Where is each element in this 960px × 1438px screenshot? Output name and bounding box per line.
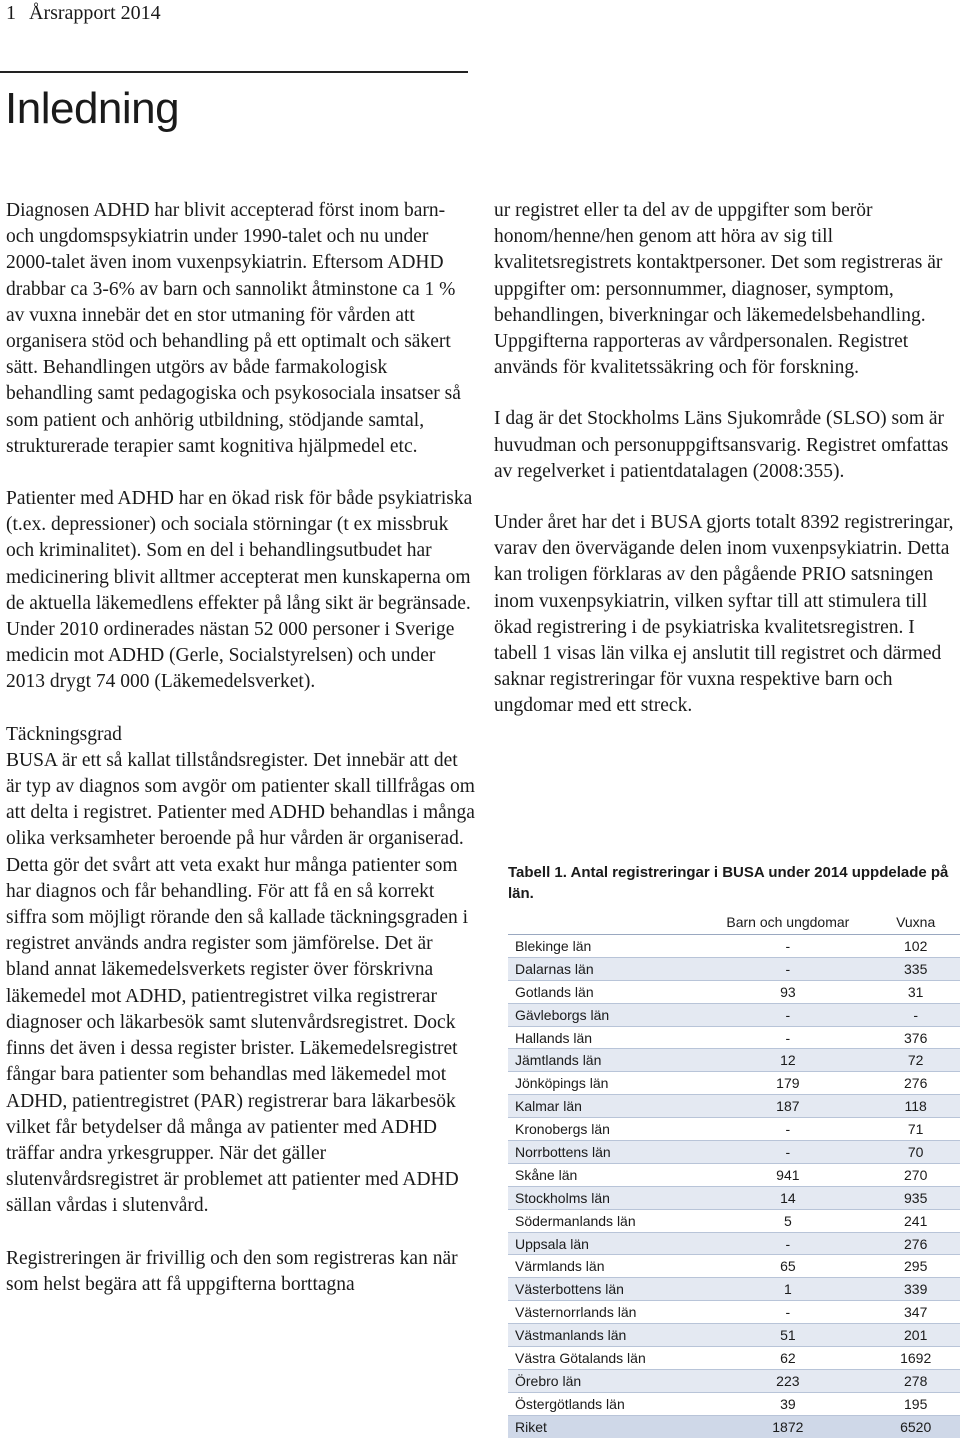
county-cell: Västra Götalands län xyxy=(508,1347,704,1370)
column-header-county xyxy=(508,910,704,935)
left-column xyxy=(6,198,476,1298)
county-cell: Jönköpings län xyxy=(508,1072,704,1095)
children-count-cell: 65 xyxy=(704,1255,871,1278)
adults-count-cell: 70 xyxy=(871,1141,960,1164)
paragraph-owner: I dag är det Stockholms Läns Sjukområde (SLSO) som är huvudman och personuppgiftsansvarig. Registret omfattas av regelverket i patientdatalagen (2008:355). xyxy=(494,408,949,482)
adults-count-cell: - xyxy=(871,1003,960,1026)
registrations-table-block xyxy=(508,862,960,1438)
adults-count-cell: 201 xyxy=(871,1324,960,1347)
table-row xyxy=(508,1049,960,1072)
county-cell: Stockholms län xyxy=(508,1186,704,1209)
children-count-cell: 14 xyxy=(704,1186,871,1209)
adults-count-cell: 195 xyxy=(871,1392,960,1415)
children-count-cell: 941 xyxy=(704,1163,871,1186)
children-count-cell: - xyxy=(704,1232,871,1255)
adults-count-cell: 935 xyxy=(871,1186,960,1209)
county-cell: Kalmar län xyxy=(508,1095,704,1118)
county-cell: Blekinge län xyxy=(508,935,704,958)
table-header-row xyxy=(508,910,960,935)
adults-count-cell: 1692 xyxy=(871,1347,960,1370)
county-cell: Värmlands län xyxy=(508,1255,704,1278)
adults-count-cell: 102 xyxy=(871,935,960,958)
page-header xyxy=(6,2,161,25)
table-row xyxy=(508,1301,960,1324)
children-count-cell: 187 xyxy=(704,1095,871,1118)
county-cell: Skåne län xyxy=(508,1163,704,1186)
table-row xyxy=(508,1026,960,1049)
table-row xyxy=(508,1369,960,1392)
county-cell: Västmanlands län xyxy=(508,1324,704,1347)
table-row xyxy=(508,1278,960,1301)
children-count-cell: 223 xyxy=(704,1369,871,1392)
table-row xyxy=(508,1095,960,1118)
county-cell: Gävleborgs län xyxy=(508,1003,704,1026)
children-count-cell: 93 xyxy=(704,980,871,1003)
children-count-cell: - xyxy=(704,1141,871,1164)
children-count-cell: - xyxy=(704,957,871,980)
table-row xyxy=(508,1232,960,1255)
children-count-cell: - xyxy=(704,1026,871,1049)
total-adults-cell: 6520 xyxy=(871,1415,960,1437)
table-row xyxy=(508,1209,960,1232)
adults-count-cell: 347 xyxy=(871,1301,960,1324)
table-row xyxy=(508,1255,960,1278)
table-total-row xyxy=(508,1415,960,1437)
table-row xyxy=(508,1347,960,1370)
column-header-children: Barn och ungdomar xyxy=(704,910,871,935)
adults-count-cell: 241 xyxy=(871,1209,960,1232)
county-cell: Örebro län xyxy=(508,1369,704,1392)
county-cell: Hallands län xyxy=(508,1026,704,1049)
table-body xyxy=(508,935,960,1438)
table-caption: Tabell 1. Antal registreringar i BUSA under 2014 uppdelade på län. xyxy=(508,864,949,902)
children-count-cell: - xyxy=(704,1118,871,1141)
county-cell: Gotlands län xyxy=(508,980,704,1003)
total-label-cell: Riket xyxy=(508,1415,704,1437)
registrations-table xyxy=(508,910,960,1438)
children-count-cell: - xyxy=(704,1301,871,1324)
column-header-adults: Vuxna xyxy=(871,910,960,935)
adults-count-cell: 376 xyxy=(871,1026,960,1049)
county-cell: Västernorrlands län xyxy=(508,1301,704,1324)
children-count-cell: 1 xyxy=(704,1278,871,1301)
county-cell: Dalarnas län xyxy=(508,957,704,980)
adults-count-cell: 72 xyxy=(871,1049,960,1072)
page-title: Inledning xyxy=(5,84,180,133)
table-row xyxy=(508,1072,960,1095)
paragraph-register-content: ur registret eller ta del av de uppgifter som berör honom/henne/hen genom att höra av sig till kvalitetsregistrets kontaktpersoner. Det som registreras är uppgifter om: personnummer, diagnoser, symptom, behandlingen, biverkningar och läkemedelsbehandling. Uppgifterna rapporteras av vårdpersonalen. Registret används för kvalitetssäkring och för forskning. xyxy=(494,200,943,379)
table-row xyxy=(508,1118,960,1141)
adults-count-cell: 276 xyxy=(871,1072,960,1095)
county-cell: Norrbottens län xyxy=(508,1141,704,1164)
adults-count-cell: 270 xyxy=(871,1163,960,1186)
adults-count-cell: 31 xyxy=(871,980,960,1003)
adults-count-cell: 295 xyxy=(871,1255,960,1278)
table-row xyxy=(508,935,960,958)
adults-count-cell: 71 xyxy=(871,1118,960,1141)
children-count-cell: 12 xyxy=(704,1049,871,1072)
adults-count-cell: 118 xyxy=(871,1095,960,1118)
table-row xyxy=(508,1186,960,1209)
children-count-cell: 5 xyxy=(704,1209,871,1232)
paragraph-voluntary: Registreringen är frivillig och den som registreras kan när som helst begära att få uppgifterna borttagna xyxy=(6,1247,458,1295)
county-cell: Östergötlands län xyxy=(508,1392,704,1415)
total-children-cell: 1872 xyxy=(704,1415,871,1437)
table-row xyxy=(508,957,960,980)
paragraph-intro: Diagnosen ADHD har blivit accepterad först inom barn- och ungdomspsykiatrin under 1990-talet och nu under 2000-talet även inom vuxenpsykiatrin. Eftersom ADHD drabbar ca 3-6% av barn och sannolikt åtminstone ca 1 % av vuxna innebär det en stor utmaning för vården att organisera stöd och behandling på ett optimalt och säkert sätt. Behandlingen utgörs av både farmakologisk behandling samt pedagogiska och psykosociala insatser så som patient och anhörig utbildning, stödjande samtal, strukturerade terapier samt kognitiva hjälpmedel etc. xyxy=(6,200,461,457)
table-row xyxy=(508,1392,960,1415)
section-heading-tackningsgrad: Täckningsgrad xyxy=(6,723,122,745)
paragraph-risk: Patienter med ADHD har en ökad risk för både psykiatriska (t.ex. depressioner) och sociala störningar (t ex missbruk och kriminalitet). Som en del i behandlingsutbudet har medicinering blivit alltmer accepterat men kunskaperna om de aktuella läkemedlens effekter på lång sikt är begränsade. Under 2010 ordinerades nästan 52 000 personer i Sverige medicin mot ADHD (Gerle, Socialstyrelsen) och under 2013 drygt 74 000 (Läkemedelsverket). xyxy=(6,488,473,693)
page-number: 1 xyxy=(6,2,16,24)
adults-count-cell: 339 xyxy=(871,1278,960,1301)
adults-count-cell: 278 xyxy=(871,1369,960,1392)
paragraph-registrations: Under året har det i BUSA gjorts totalt 8392 registreringar, varav den övervägande delen inom vuxenpsykiatrin. Detta kan troligen förklaras av den pågående PRIO satsningen inom vuxenpsykiatrin, vilken syftar till att stimulera till ökad registrering i de psykiatriska kvalitetsregistren. I tabell 1 visas län vilka ej anslutit till registret och därmed saknar registreringar för vuxna respektive barn och ungdomar med ett streck. xyxy=(494,512,954,717)
children-count-cell: 179 xyxy=(704,1072,871,1095)
table-row xyxy=(508,1163,960,1186)
adults-count-cell: 335 xyxy=(871,957,960,980)
children-count-cell: 51 xyxy=(704,1324,871,1347)
header-divider xyxy=(0,71,468,73)
table-row xyxy=(508,980,960,1003)
report-title: Årsrapport 2014 xyxy=(29,2,161,24)
children-count-cell: - xyxy=(704,1003,871,1026)
adults-count-cell: 276 xyxy=(871,1232,960,1255)
county-cell: Västerbottens län xyxy=(508,1278,704,1301)
children-count-cell: 39 xyxy=(704,1392,871,1415)
county-cell: Södermanlands län xyxy=(508,1209,704,1232)
county-cell: Kronobergs län xyxy=(508,1118,704,1141)
children-count-cell: 62 xyxy=(704,1347,871,1370)
right-column xyxy=(494,198,960,720)
table-row xyxy=(508,1141,960,1164)
paragraph-coverage: BUSA är ett så kallat tillståndsregister. Det innebär att det är typ av diagnos som avgör om patienter skall tillfrågas om att delta i registret. Patienter med ADHD behandlas i många olika verksamheter beroende på hur vården är organiserad. Detta gör det svårt att veta exakt hur många patienter som har diagnos och får behandling. För att få en så korrekt siffra som möjligt rörande den så kallade täckningsgraden i registret används andra register som jämförelse. Det är bland annat läkemedelsverkets register över förskrivna läkemedel mot ADHD, patientregistret vilka registrerar diagnoser och läkarbesök samt slutenvårdsregistret. Dock finns det även i dessa register brister. Läkemedelsregistret fångar bara patienter som behandlas med läkemedel mot ADHD, patientregistret (PAR) registrerar bara läkarbesök vilket får betydelser då många av patienter med ADHD träffar andra yrkesgrupper. När det gäller slutenvårdsregistret är problemet att patienter med ADHD sällan vårdas i slutenvård. xyxy=(6,749,475,1217)
table-row xyxy=(508,1324,960,1347)
county-cell: Uppsala län xyxy=(508,1232,704,1255)
county-cell: Jämtlands län xyxy=(508,1049,704,1072)
children-count-cell: - xyxy=(704,935,871,958)
table-row xyxy=(508,1003,960,1026)
